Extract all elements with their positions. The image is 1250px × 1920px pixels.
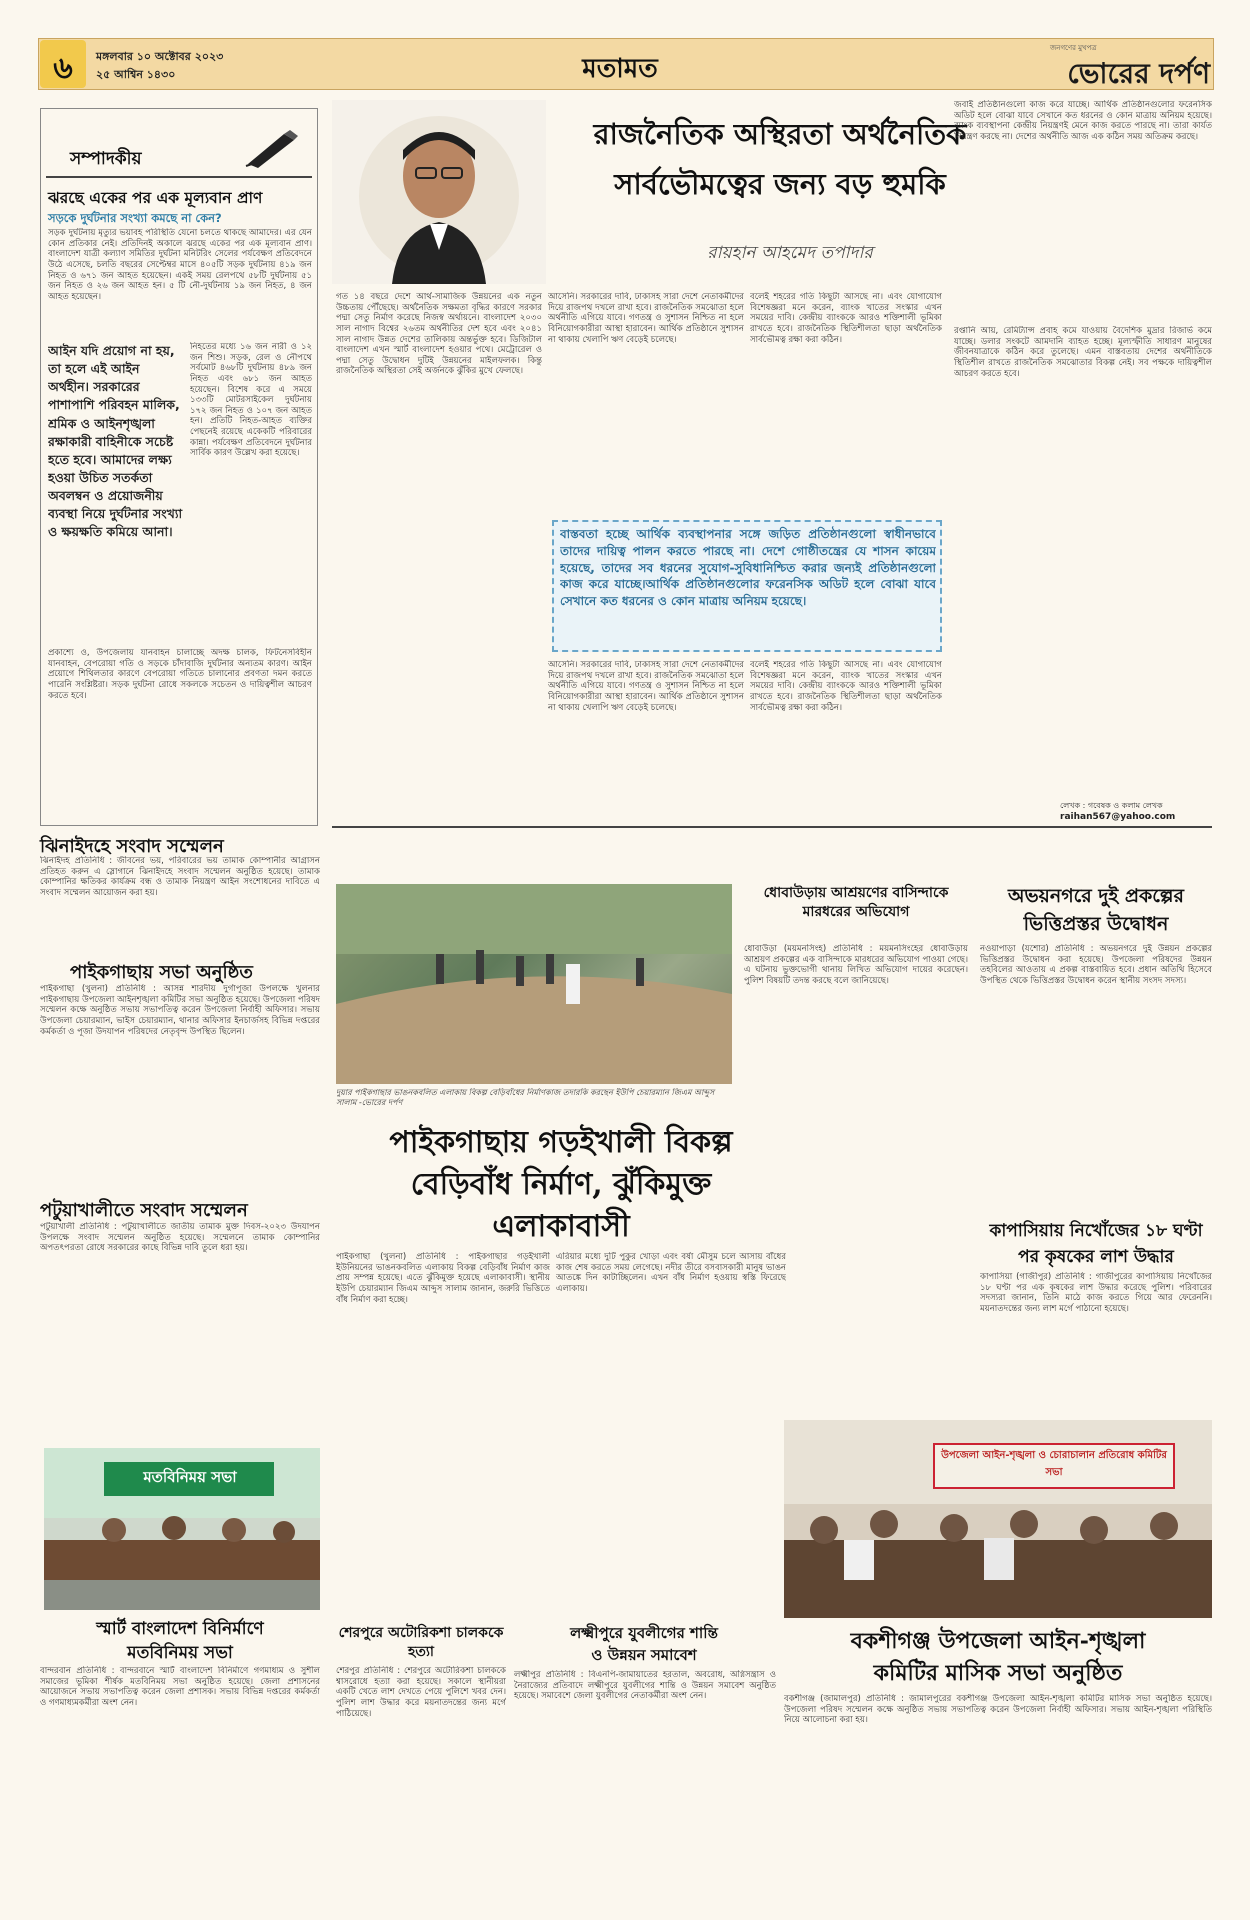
opinion-col-4: জবাই প্রতিষ্ঠানগুলো কাজ করে যাচ্ছে। আর্থিক প্রতিষ্ঠানগুলোর ফরেনসিক অডিট হলে বোঝা যাবে সেখানে কত ধরনের ও কোন মাত্রায় অনিয়ম হয়েছে। ব্যাংক ব্যবস্থাপনা কেন্দ্রীয় নিয়ন্ত্রণই মেনে কাজ করতে পারছে না। তারা কার্যত নিয়ন্ত্রণ করছে না। দেশের অর্থনীতি আজ এক কঠিন সময় অতিক্রম করছে। <box>954 100 1212 142</box>
opinion-col-3: বলেই শহরের গতি কিছুটা আসছে না। এবং যোগাযোগ বিশেষজ্ঞরা মনে করেন, ব্যাংক খাতের সংস্কার এখন সময়ের দাবি। কেন্দ্রীয় ব্যাংককে আরও শক্তিশালী ভূমিকা রাখতে হবে। রাজনৈতিক স্থিতিশীলতা ছাড়া অর্থনৈতিক সার্বভৌমত্ব রক্ষা করা কঠিন। <box>750 292 942 345</box>
kapasia-title-line1: কাপাসিয়ায় নিখোঁজের ১৮ ঘণ্টা <box>989 1221 1203 1241</box>
jhenaidah-body: ঝিনাইদহ প্রতিনিধি : জীবনের ভয়, পরিবারের ভয় তামাক কোম্পানীর আগ্রাসন প্রতিহত করুন এ স্লোগানে ঝিনাইদহে সংবাদ সম্মেলন অনুষ্ঠিত হয়েছে। তামাক কোম্পানির ক্ষতিকর কার্যক্রম বন্ধ ও তামাক নিয়ন্ত্রণ আইন সংশোধনের দাবিতে এ সংবাদ সম্মেলন আয়োজন করা হয়। <box>40 856 320 898</box>
opinion-author: রায়হান আহমেদ তপাদার <box>707 243 873 263</box>
editorial-divider <box>46 176 312 178</box>
paikgachha-meeting-title: পাইকগাছায় সভা অনুষ্ঠিত <box>70 962 253 983</box>
opinion-bottom-rule <box>332 826 1212 828</box>
abhaynagar-body: নওয়াপাড়া (যশোর) প্রতিনিধি : অভয়নগরে দুই উন্নয়ন প্রকল্পের ভিত্তিপ্রস্তর উদ্বোধন করা হয়েছে। উপজেলা পরিষদের উন্নয়ন তহবিলের আওতায় এ প্রকল্প বাস্তবায়িত হবে। প্রধান অতিথি হিসেবে উপস্থিত থেকে ভিত্তিপ্রস্তর উদ্বোধন করেন স্থানীয় সংসদ সদস্য। <box>980 944 1212 986</box>
opinion-col-3b: বলেই শহরের গতি কিছুটা আসছে না। এবং যোগাযোগ বিশেষজ্ঞরা মনে করেন, ব্যাংক খাতের সংস্কার এখন সময়ের দাবি। কেন্দ্রীয় ব্যাংককে আরও শক্তিশালী ভূমিকা রাখতে হবে। রাজনৈতিক স্থিতিশীলতা ছাড়া অর্থনৈতিক সার্বভৌমত্ব রক্ষা করা কঠিন। <box>750 660 942 713</box>
sherpur-title: শেরপুরে অটোরিকশা চালককে হত্যা <box>338 1625 504 1660</box>
abhaynagar-title-line1: অভয়নগরে দুই প্রকল্পের <box>1008 885 1184 907</box>
embankment-photo-caption: দুয়ার পাইকগাছার ভাঙনকবলিত এলাকায় বিকল্প বেড়িবাঁধের নির্মাণকাজ তদারকি করছেন ইউপি চেয়ারম্যান জিএম আব্দুস সালাম -ভোরের দর্পণ <box>336 1088 715 1108</box>
editorial-body-3: প্রকাশ্যে ও, উপজেলায় যানবাহন চালাচ্ছে অদক্ষ চালক, ফিটনেসবিহীন যানবাহন, বেপরোয়া গতি ও সড়কে চাঁদাবাজি দুর্ঘটনার অন্যতম কারণ। আইন প্রয়োগে শিথিলতার কারণে বেপরোয়া গতিতে চালানোর প্রবণতা দমন করতে পারেনি সংশ্লিষ্টরা। সড়ক দুর্ঘটনা রোধে সকলকে সচেতন ও দায়িত্বশীল আচরণ করতে হবে। <box>48 648 312 701</box>
paikgachha-meeting-body: পাইকগাছা (খুলনা) প্রতিনিধি : আসন্ন শারদীয় দুর্গাপূজা উপলক্ষে খুলনার পাইকগাছায় উপজেলা আইনশৃঙ্খলা কমিটির সভা অনুষ্ঠিত হয়েছে। উপজেলা পরিষদ সম্মেলন কক্ষে অনুষ্ঠিত সভায় সভাপতিত্ব করেন উপজেলা নির্বাহী অফিসার। সভায় উপজেলা চেয়ারম্যান, ভাইস চেয়ারম্যান, থানার অফিসার ইনচার্জসহ বিভিন্ন দপ্তরের কর্মকর্তা ও পূজা উদযাপন পরিষদের নেতৃবৃন্দ উপস্থিত ছিলেন। <box>40 984 320 1037</box>
editorial-body-1: সড়ক দুর্ঘটনায় মৃত্যুর ভয়াবহ পরিস্থিতি যেনো চলতে থাকছে আমাদের। এর যেন কোন প্রতিকার নেই। প্রতিদিনই অকালে ঝরছে একের পর এক মূল্যবান প্রাণ। বাংলাদেশ যাত্রী কল্যাণ সমিতির দুর্ঘটনা মনিটরিং সেলের পর্যবেক্ষণ প্রতিবেদনে উঠে এসেছে, চলতি বছরের সেপ্টেম্বর মাসে ৪০৫টি সড়ক দুর্ঘটনায় ৪১৯ জন নিহত ও ৬৭১ জন আহত হয়েছেন। একই সময় রেলপথে ৫৮টি দুর্ঘটনায় ৫১ জন নিহত ও ২৬ জন আহত হন। ৫ টি নৌ-দুর্ঘটনায় ১৯ জন নিহত, ৪ জন আহত হয়েছেন। <box>48 228 312 302</box>
smart-bd-title-line2: মতবিনিময় সভা <box>127 1643 233 1663</box>
opinion-title-line1: রাজনৈতিক অস্থিরতা অর্থনৈতিক <box>593 117 967 151</box>
patuakhali-body: পটুয়াখালী প্রতিনিধি : পটুয়াখালীতে জাতীয় তামাক মুক্ত দিবস-২০২৩ উদযাপন উপলক্ষে সংবাদ সম্মেলন অনুষ্ঠিত হয়েছে। সম্মেলনে তামাক কোম্পানির অপতৎপরতা রোধে সরকারের কাছে বিভিন্ন দাবি তুলে ধরা হয়। <box>40 1222 320 1254</box>
kapasia-body: কাপাসিয়া (গাজীপুর) প্রতিনিধি : গাজীপুরের কাপাসিয়ায় নিখোঁজের ১৮ ঘণ্টা পর এক কৃষকের লাশ উদ্ধার করেছে পুলিশ। পরিবারের সদস্যরা জানান, তিনি মাঠে কাজ করতে গিয়ে আর ফেরেননি। ময়নাতদন্তের জন্য লাশ মর্গে পাঠানো হয়েছে। <box>980 1272 1212 1314</box>
opinion-col-2: আসেনি। সরকারের দাবি, ঢাকাসহ সারা দেশে নেতাকর্মীদের দিয়ে রাজপথ দখলে রাখা হবে। রাজনৈতিক সমঝোতা হলে অর্থনীতি এগিয়ে যাবে। গণতন্ত্র ও সুশাসন নিশ্চিত না হলে বিনিয়োগকারীরা আস্থা হারাবেন। আর্থিক প্রতিষ্ঠানে সুশাসন না থাকায় খেলাপি ঋণ বেড়েই চলেছে। <box>548 292 744 345</box>
dhobaura-body: ধোবাউড়া (ময়মনসিংহ) প্রতিনিধি : ময়মনসিংহের ধোবাউড়ায় আশ্রয়ণ প্রকল্পের এক বাসিন্দাকে মারধরের অভিযোগ পাওয়া গেছে। এ ঘটনায় ভুক্তভোগী থানায় লিখিত অভিযোগ দায়ের করেছেন। পুলিশ বিষয়টি তদন্ত করছে বলে জানিয়েছে। <box>744 944 968 986</box>
byline-role: লেখক : গবেষক ও কলাম লেখক <box>1060 801 1163 810</box>
editorial-title: ঝরছে একের পর এক মূল্যবান প্রাণ <box>48 188 263 207</box>
date-line1: মঙ্গলবার ১০ অক্টোবর ২০২৩ <box>96 50 224 63</box>
patuakhali-title: পটুয়াখালীতে সংবাদ সম্মেলন <box>40 1200 248 1221</box>
seminar-banner-text: মতবিনিময় সভা <box>143 1468 237 1486</box>
opinion-title-line2: সার্বভৌমত্বের জন্য বড় হুমকি <box>614 167 946 201</box>
editorial-label: সম্পাদকীয় <box>70 149 142 169</box>
page-number: ৬ <box>53 51 73 86</box>
lakshmipur-body: লক্ষ্মীপুর প্রতিনিধি : বিএনপি-জামায়াতের হরতাল, অবরোধ, অগ্নিসন্ত্রাস ও নৈরাজ্যের প্রতিবাদে লক্ষ্মীপুরে যুবলীগের শান্তি ও উন্নয়ন সমাবেশ অনুষ্ঠিত হয়েছে। সমাবেশে জেলা যুবলীগের নেতাকর্মীরা অংশ নেন। <box>514 1670 776 1702</box>
lakshmipur-title-line2: ও উন্নয়ন সমাবেশ <box>591 1646 697 1664</box>
section-title: মতামত <box>582 54 658 84</box>
date-line2: ২৫ আশ্বিন ১৪৩০ <box>96 68 176 81</box>
editorial-body-2: নিহতের মধ্যে ১৬ জন নারী ও ১২ জন শিশু। সড়ক, রেল ও নৌপথে সর্বমোট ৪৬৮টি দুর্ঘটনায় ৪৮৯ জন নিহত এবং ৬৮১ জন আহত হয়েছেন। বিশেষ করে এ সময়ে ১৩৩টি মোটরসাইকেল দুর্ঘটনায় ১৭২ জন নিহত ও ১০৭ জন আহত হন। প্রতিটি নিহত-আহত ব্যক্তির পেছনেই রয়েছে একেকটি পরিবারের কান্না। পর্যবেক্ষণ প্রতিবেদনে দুর্ঘটনার সার্বিক কারণ উল্লেখ করা হয়েছে। <box>190 342 312 459</box>
bakshiganj-body: বকশীগঞ্জ (জামালপুর) প্রতিনিধি : জামালপুরের বকশীগঞ্জ উপজেলা আইন-শৃঙ্খলা কমিটির মাসিক সভা অনুষ্ঠিত হয়েছে। উপজেলা পরিষদ সম্মেলন কক্ষে অনুষ্ঠিত সভায় সভাপতিত্ব করেন উপজেলা নির্বাহী অফিসার। সভায় আইন-শৃঙ্খলা পরিস্থিতি নিয়ে আলোচনা করা হয়। <box>784 1694 1212 1726</box>
author-photo <box>332 100 546 284</box>
lakshmipur-title-line1: লক্ষ্মীপুরে যুবলীগের শান্তি <box>570 1624 718 1642</box>
embankment-title-line3: এলাকাবাসী <box>492 1209 630 1244</box>
bakshiganj-title-line1: বকশীগঞ্জ উপজেলা আইন-শৃঙ্খলা <box>850 1628 1146 1654</box>
embankment-title-line2: বেড়িবাঁধ নির্মাণ, ঝুঁকিমুক্ত <box>410 1167 712 1202</box>
opinion-col-2b: আসেনি। সরকারের দাবি, ঢাকাসহ সারা দেশে নেতাকর্মীদের দিয়ে রাজপথ দখলে রাখা হবে। রাজনৈতিক সমঝোতা হলে অর্থনীতি এগিয়ে যাবে। গণতন্ত্র ও সুশাসন নিশ্চিত না হলে বিনিয়োগকারীরা আস্থা হারাবেন। আর্থিক প্রতিষ্ঠানে সুশাসন না থাকায় খেলাপি ঋণ বেড়েই চলেছে। <box>548 660 744 713</box>
logo-tagline: জনগণের মুখপত্র <box>1050 44 1097 52</box>
smart-bd-body: বান্দরবান প্রতিনিধি : বান্দরবানে স্মার্ট বাংলাদেশ বিনির্মাণে গণমাধ্যম ও সুশীল সমাজের ভূমিকা শীর্ষক মতবিনিময় সভা অনুষ্ঠিত হয়েছে। জেলা প্রশাসনের আয়োজনে সভায় সভাপতিত্ব করেন জেলা প্রশাসক। সভায় বিভিন্ন দপ্তরের কর্মকর্তা ও গণমাধ্যমকর্মীরা অংশ নেন। <box>40 1666 320 1708</box>
embankment-col-1: পাইকগাছা (খুলনা) প্রতিনিধি : পাইকগাছার গড়ইখালী ইউনিয়নের ভাঙনকবলিত এলাকায় বিকল্প বেড়িবাঁধ নির্মাণ কাজ প্রায় সম্পন্ন হয়েছে। এতে ঝুঁকিমুক্ত হয়েছে এলাকাবাসী। স্থানীয় ইউপি চেয়ারম্যান জিএম আব্দুস সালাম জানান, জরুরি ভিত্তিতে বাঁধ নির্মাণ করা হচ্ছে। <box>336 1252 550 1305</box>
sherpur-body: শেরপুর প্রতিনিধি : শেরপুরে অটোরিকশা চালককে শ্বাসরোধে হত্যা করা হয়েছে। সকালে স্থানীয়রা একটি খেতে লাশ দেখতে পেয়ে পুলিশে খবর দেন। পুলিশ লাশ উদ্ধার করে ময়নাতদন্তের জন্য মর্গে পাঠিয়েছে। <box>336 1666 506 1719</box>
pen-icon <box>244 128 300 168</box>
embankment-col-2: এরিয়ার মধ্যে দুটি পুকুর খোড়া এবং বর্ষা মৌসুম চলে আসায় বাঁধের কাজ শেষ করতে সময় লেগেছে। নদীর তীরে বসবাসকারী মানুষ ভাঙন আতঙ্কে দিন কাটাচ্ছিলেন। এখন বাঁধ নির্মাণ হওয়ায় স্বস্তি ফিরেছে এলাকায়। <box>556 1252 786 1294</box>
kapasia-title-line2: পর কৃষকের লাশ উদ্ধার <box>1018 1247 1174 1267</box>
author-email: raihan567@yahoo.com <box>1060 812 1176 822</box>
opinion-col-1: গত ১৪ বছরে দেশে আর্থ-সামাজিক উন্নয়নের এক নতুন উচ্চতায় পৌঁছেছে। অর্থনৈতিক সক্ষমতা বৃদ্ধির কারণে সরকার পদ্মা সেতু নির্মাণ করেছে নিজস্ব অর্থায়নে। বাংলাদেশ ২০৩০ সাল নাগাদ বিশ্বের ২৬তম অর্থনীতির দেশ হবে এবং ২০৪১ সাল নাগাদ উন্নত দেশের তালিকায় অন্তর্ভুক্ত হবে। ডিজিটাল বাংলাদেশ এখন স্মার্ট বাংলাদেশ হওয়ার পথে। মেট্রোরেল ও পদ্মা সেতু উদ্বোধন দুটিই উন্নয়নের মাইলফলক। কিন্তু রাজনৈতিক অস্থিরতা সেই অর্জনকে ঝুঁকির মুখে ফেলছে। <box>336 292 542 377</box>
bakshiganj-title-line2: কমিটির মাসিক সভা অনুষ্ঠিত <box>873 1660 1123 1686</box>
opinion-col-4b: রপ্তানি আয়, রেমিট্যান্স প্রবাহ কমে যাওয়ায় বৈদেশিক মুদ্রার রিজার্ভ কমে যাচ্ছে। ডলার সংকটে আমদানি ব্যাহত হচ্ছে। মূল্যস্ফীতি সাধারণ মানুষের জীবনযাত্রাকে কঠিন করে তুলেছে। এমন বাস্তবতায় দেশের অর্থনীতিকে স্থিতিশীল রাখতে রাজনৈতিক সমঝোতার বিকল্প নেই। সব পক্ষকে দায়িত্বশীল আচরণ করতে হবে। <box>954 326 1212 379</box>
opinion-callout-text: বাস্তবতা হচ্ছে আর্থিক ব্যবস্থাপনার সঙ্গে জড়িত প্রতিষ্ঠানগুলো স্বাধীনভাবে তাদের দায়িত্ব পালন করতে পারছে না। দেশে গোষ্ঠীতন্ত্রের যে শাসন কায়েম হয়েছে, তাদের সব ধরনের সুযোগ-সুবিধানিশ্চিত করার জন্যই প্রতিষ্ঠানগুলো কাজ করে যাচ্ছে।আর্থিক প্রতিষ্ঠানগুলোর ফরেনসিক অডিট হলে বোঝা যাবে সেখানে কত ধরনের ও কোন মাত্রায় অনিয়ম হয়েছে। <box>560 527 936 609</box>
embankment-photo <box>336 884 732 1084</box>
abhaynagar-title-line2: ভিত্তিপ্রস্তর উদ্বোধন <box>1023 913 1169 935</box>
newspaper-logo: ভোরের দর্পণ <box>1067 57 1210 90</box>
smart-bd-title-line1: স্মার্ট বাংলাদেশ বিনির্মাণে <box>96 1619 264 1639</box>
editorial-pull-quote: আইন যদি প্রয়োগ না হয়, তা হলে এই আইন অর্থহীন। সরকারের পাশাপাশি পরিবহন মালিক, শ্রমিক ও আইনশৃঙ্খলা রক্ষাকারী বাহিনীকে সচেষ্ট হতে হবে। আমাদের লক্ষ্য হওয়া উচিত সতর্কতা অবলম্বন ও প্রয়োজনীয় ব্যবস্থা নিয়ে দুর্ঘটনার সংখ্যা ও ক্ষয়ক্ষতি কমিয়ে আনা। <box>48 343 183 540</box>
jhenaidah-title: ঝিনাইদহে সংবাদ সম্মেলন <box>40 836 224 857</box>
embankment-title-line1: পাইকগাছায় গড়ইখালী বিকল্প <box>389 1125 733 1160</box>
dhobaura-title: ধোবাউড়ায় আশ্রয়ণের বাসিন্দাকে মারধরের অভিযোগ <box>763 885 949 920</box>
bakshiganj-banner-text: উপজেলা আইন-শৃঙ্খলা ও চোরাচালান প্রতিরোধ কমিটির সভা <box>941 1450 1167 1478</box>
editorial-subtitle: সড়কে দুর্ঘটনার সংখ্যা কমছে না কেন? <box>48 211 222 225</box>
